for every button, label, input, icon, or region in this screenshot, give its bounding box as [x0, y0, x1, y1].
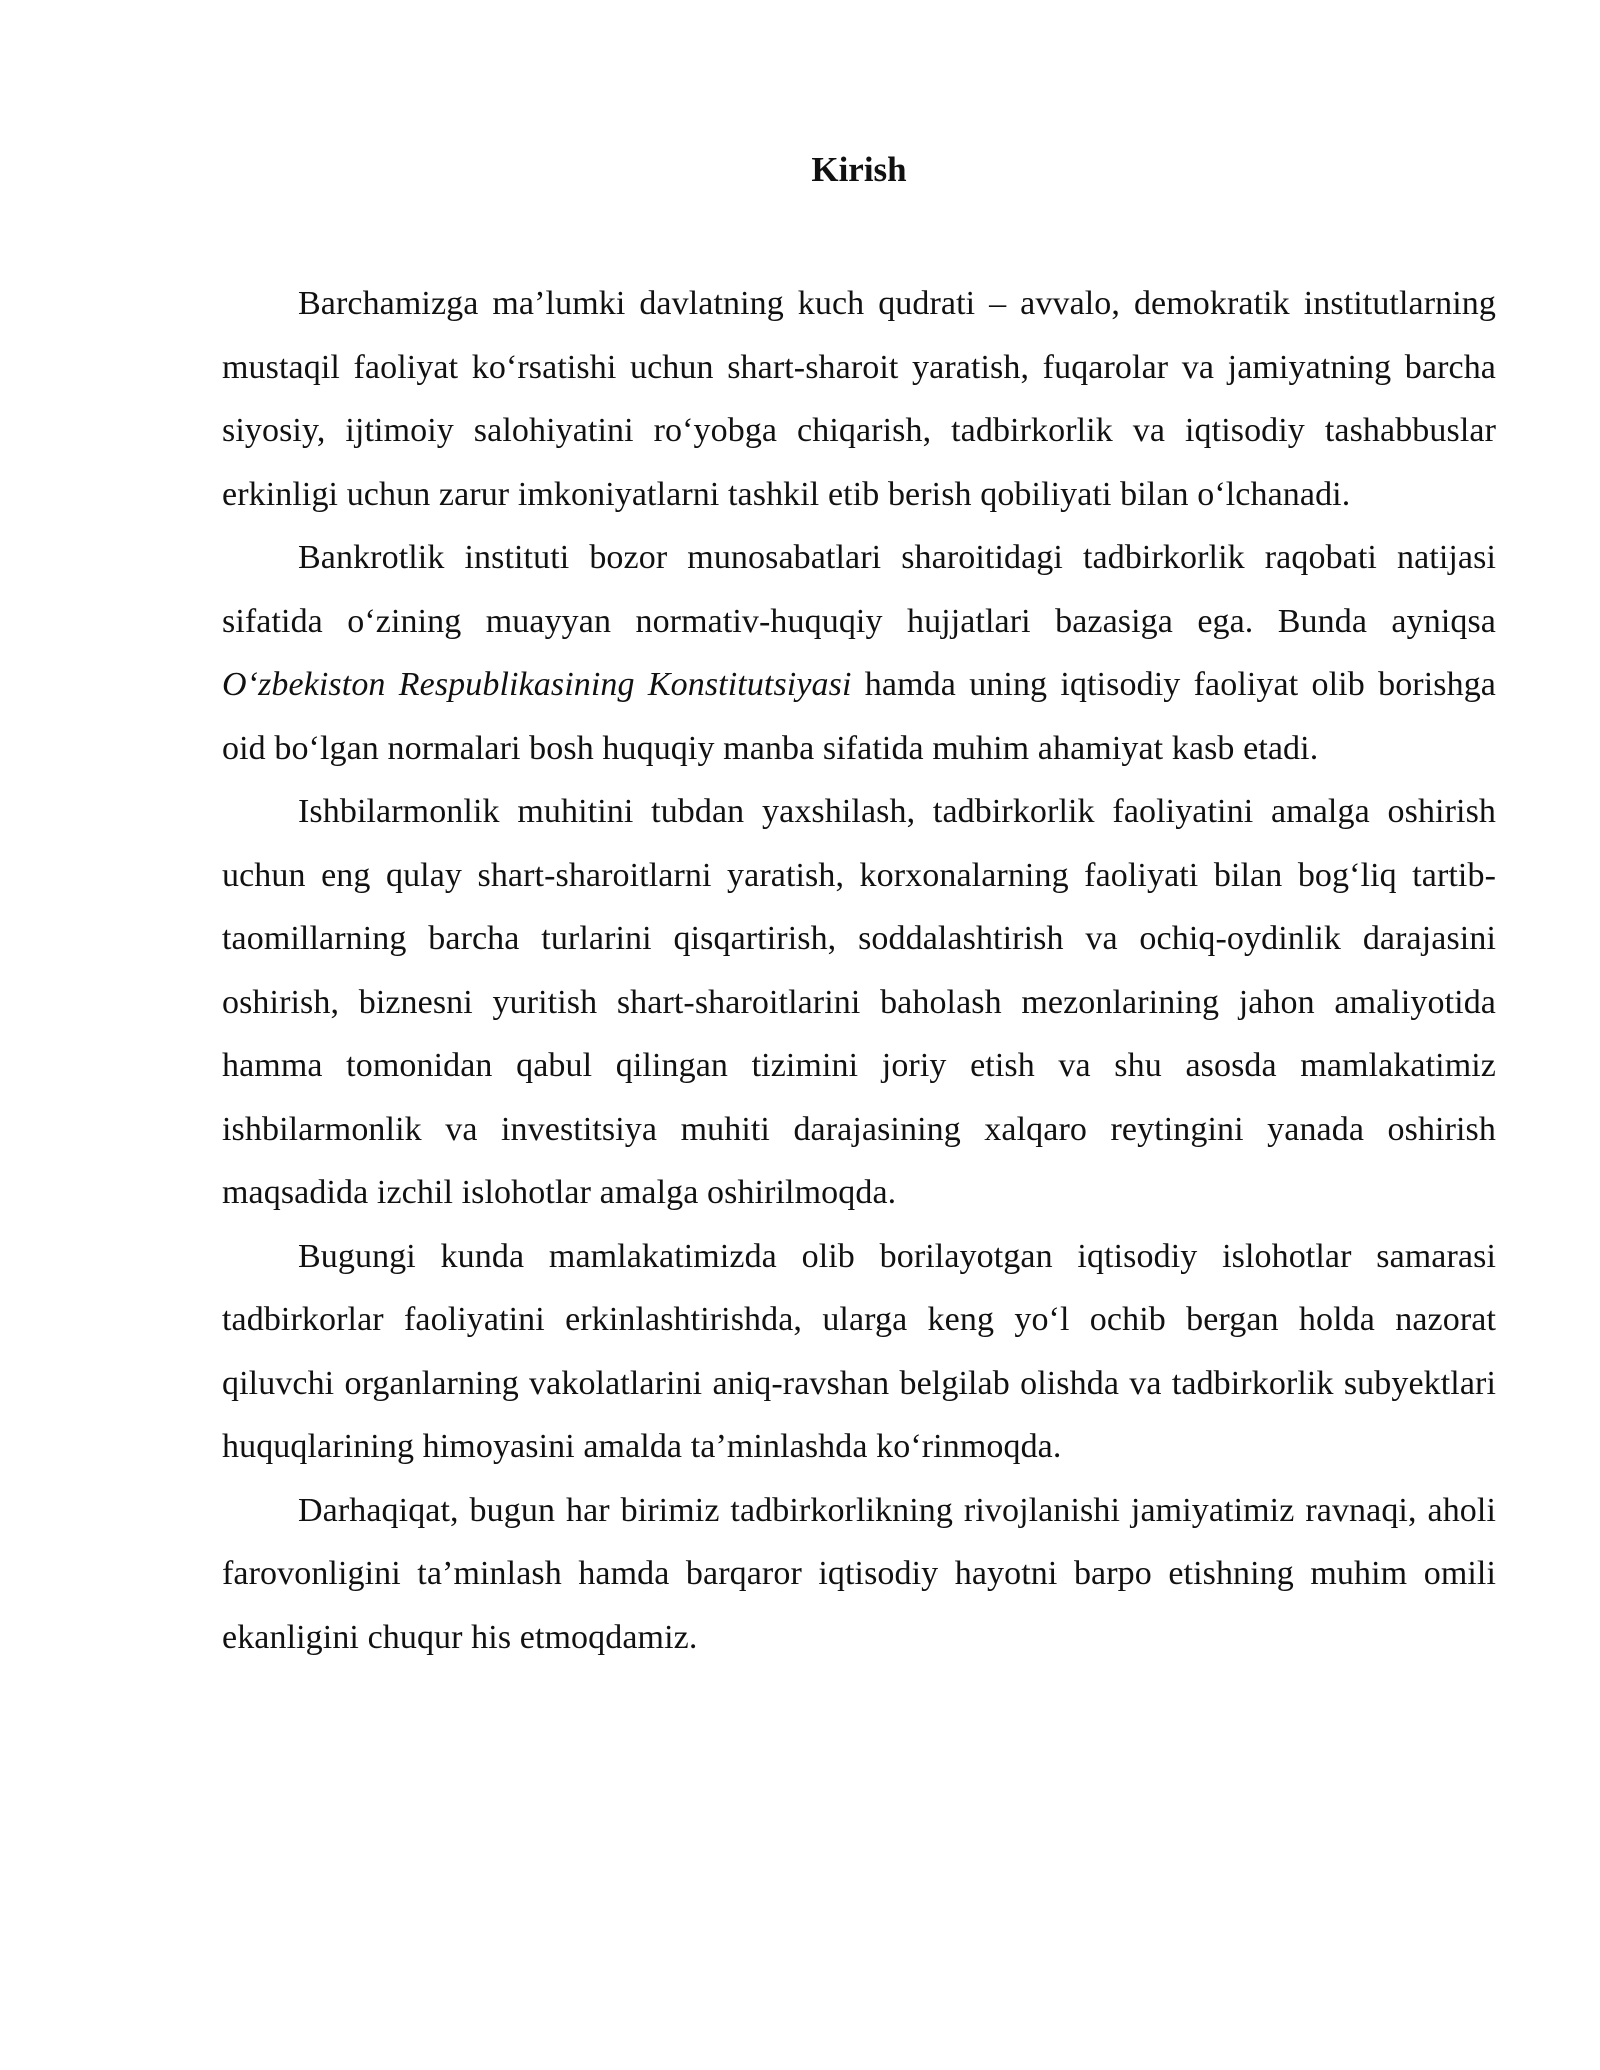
- paragraph-5: Darhaqiqat, bugun har birimiz tadbirkorlikning rivojlanishi jamiyatimiz ravnaqi, aholi farovonligini ta’minlash hamda barqaror iqtisodiy hayotni barpo etishning muhim omili ekanligini chuqur his etmoqdamiz.: [222, 1491, 1496, 1656]
- paragraph-2: [222, 526, 1496, 780]
- paragraph-4: Bugungi kunda mamlakatimizda olib borilayotgan iqtisodiy islohotlar samarasi tadbirkorlar faoliyatini erkinlashtirishda, ularga keng yo‘l ochib bergan holda nazorat qiluvchi organlarning vakolatlarini aniq-ravshan belgilab olishda va tadbirkorlik subyektlari huquqlarining himoyasini amalda ta’minlashda ko‘rinmoqda.: [222, 1237, 1496, 1465]
- constitution-reference: O‘zbekiston Respublikasining Konstitutsiyasi: [222, 666, 852, 703]
- paragraph-2-text-after: hamda uning iqtisodiy faoliyat olib borishga oid bo‘lgan normalari bosh huquqiy manba sifatida muhim ahamiyat kasb etadi.: [222, 666, 1496, 767]
- paragraph-2-text-before: Bankrotlik instituti bozor munosabatlari sharoitidagi tadbirkorlik raqobati natijasi sifatida o‘zining muayyan normativ-huquqiy hujjatlari bazasiga ega. Bunda ayniqsa: [222, 539, 1496, 640]
- paragraph-1: Barchamizga ma’lumki davlatning kuch qudrati – avvalo, demokratik institutlarning mustaqil faoliyat ko‘rsatishi uchun shart-sharoit yaratish, fuqarolar va jamiyatning barcha siyosiy, ijtimoiy salohiyatini ro‘yobga chiqarish, tadbirkorlik va iqtisodiy tashabbuslar erkinligi uchun zarur imkoniyatlarni tashkil etib berish qobiliyati bilan o‘lchanadi.: [222, 285, 1496, 513]
- document-title: Kirish: [811, 150, 907, 189]
- paragraph-3: Ishbilarmonlik muhitini tubdan yaxshilash, tadbirkorlik faoliyatini amalga oshirish uchun eng qulay shart-sharoitlarni yaratish, korxonalarning faoliyati bilan bog‘liq tartib-taomillarning barcha turlarini qisqartirish, soddalashtirish va ochiq-oydinlik darajasini oshirish, biznesni yuritish shart-sharoitlarini baholash mezonlarining jahon amaliyotida hamma tomonidan qabul qilingan tizimini joriy etish va shu asosda mamlakatimiz ishbilarmonlik va investitsiya muhiti darajasining xalqaro reytingini yanada oshirish maqsadida izchil islohotlar amalga oshirilmoqda.: [222, 793, 1496, 1211]
- document-page: [222, 150, 1496, 1669]
